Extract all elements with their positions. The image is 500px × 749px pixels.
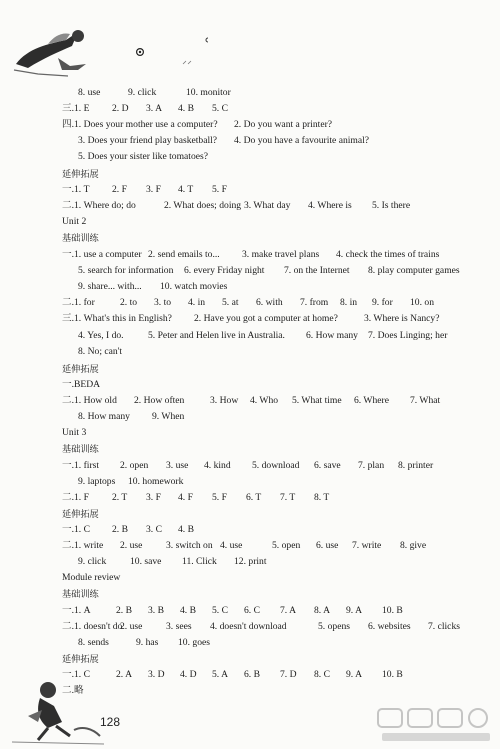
answer-item: 9. A xyxy=(346,669,362,680)
answer-item: 7. D xyxy=(280,669,297,680)
answer-item: 4. doesn't download xyxy=(210,621,287,632)
answer-item: 3. F xyxy=(146,184,161,195)
answer-item: 10. goes xyxy=(178,637,210,648)
answer-item: 10. B xyxy=(382,669,403,680)
answer-item: 2. send emails to... xyxy=(148,249,220,260)
answer-item: 10. B xyxy=(382,605,403,616)
answer-item: 4. T xyxy=(178,184,194,195)
answer-item: 5. F xyxy=(212,184,227,195)
answer-item: 7. What xyxy=(410,395,441,406)
answer-item: 3. How xyxy=(210,395,239,406)
answer-item: 基础训练 xyxy=(62,233,99,244)
answer-item: 7. plan xyxy=(358,460,385,471)
answer-item: 5. Is there xyxy=(372,200,411,211)
answer-item: 2. What does; doing xyxy=(164,200,242,211)
answer-item: 2. B xyxy=(112,524,128,535)
answer-item: 5. Does your sister like tomatoes? xyxy=(78,151,209,162)
answer-item: 3. What day xyxy=(244,200,291,211)
answer-item: 4. Where is xyxy=(308,200,352,211)
answer-item: 3. Does your friend play basketball? xyxy=(78,135,218,146)
answer-item: 延伸拓展 xyxy=(62,654,99,665)
answer-item: 6. with xyxy=(256,297,283,308)
answer-item: 3. B xyxy=(148,605,164,616)
answer-item: 4. B xyxy=(178,524,194,535)
answer-item: 延伸拓展 xyxy=(62,169,99,180)
header-illustration xyxy=(8,18,208,78)
answer-item: 9. click xyxy=(128,87,157,98)
answer-item: 3. to xyxy=(154,297,172,308)
answer-item: 8. in xyxy=(340,297,358,308)
answer-item: 二.1. Where do; do xyxy=(62,200,136,211)
answer-item: 6. websites xyxy=(368,621,411,632)
answer-item: 2. Have you got a computer at home? xyxy=(194,313,338,324)
answer-item: 一.1. first xyxy=(62,460,100,471)
answer-item: 7. Does Linging; her xyxy=(368,330,448,341)
answer-item: 10. monitor xyxy=(186,87,231,98)
answer-item: 3. Where is Nancy? xyxy=(364,313,440,324)
answer-item: 4. check the times of trains xyxy=(336,249,440,260)
answer-item: 2. Do you want a printer? xyxy=(234,119,333,130)
answer-item: 一.1. C xyxy=(62,669,90,680)
answer-item: 一.1. use a computer xyxy=(62,249,142,260)
answer-item: Unit 3 xyxy=(62,427,87,438)
answer-item: 4. F xyxy=(178,492,193,503)
answer-item: 4. B xyxy=(178,103,194,114)
answer-item: 8. T xyxy=(314,492,330,503)
answer-item: 4. use xyxy=(220,540,243,551)
answer-item: 3. C xyxy=(146,524,162,535)
answer-item: 5. opens xyxy=(318,621,350,632)
page-number: 128 xyxy=(100,715,121,729)
answer-item: 6. save xyxy=(314,460,341,471)
answer-item: 一.BEDA xyxy=(62,379,101,390)
answer-item: 5. Peter and Helen live in Australia. xyxy=(148,330,285,341)
answer-item: 4. B xyxy=(180,605,196,616)
answer-item: 6. Where xyxy=(354,395,389,406)
answer-item: 4. Do you have a favourite animal? xyxy=(234,135,370,146)
answer-item: 8. No; can't xyxy=(78,346,123,357)
answer-item: 5. F xyxy=(212,492,227,503)
answer-item: 7. on the Internet xyxy=(284,265,350,276)
answer-item: Module review xyxy=(62,572,121,583)
answer-item: 9. A xyxy=(346,605,362,616)
answer-item: 3. switch on xyxy=(166,540,213,551)
answer-item: 延伸拓展 xyxy=(62,509,99,520)
answer-item: 8. C xyxy=(314,669,330,680)
answer-item: 8. printer xyxy=(398,460,434,471)
answer-item: 4. kind xyxy=(204,460,231,471)
answer-item: 9. click xyxy=(78,556,107,567)
answer-item: 10. on xyxy=(410,297,434,308)
answer-item: 3. use xyxy=(166,460,189,471)
answer-item: 2. B xyxy=(116,605,132,616)
answer-item: 8. sends xyxy=(78,637,109,648)
answer-item: 3. sees xyxy=(166,621,192,632)
answer-item: 2. How often xyxy=(134,395,185,406)
answer-item: 8. give xyxy=(400,540,427,551)
answer-item: 一.1. T xyxy=(62,184,90,195)
answer-item: 11. Click xyxy=(182,556,217,567)
answer-item: 基础训练 xyxy=(62,589,99,600)
answer-item: 2. T xyxy=(112,492,128,503)
answer-item: 8. A xyxy=(314,605,330,616)
answer-item: 2. use xyxy=(120,540,143,551)
answer-item: 5. at xyxy=(222,297,239,308)
answer-item: 4. D xyxy=(180,669,197,680)
answer-item: 3. D xyxy=(148,669,165,680)
answer-item: 9. When xyxy=(152,411,185,422)
answer-item: 二.1. for xyxy=(62,297,95,308)
answer-item: 2. use xyxy=(120,621,143,632)
answer-item: 6. How many xyxy=(306,330,358,341)
answer-item: 基础训练 xyxy=(62,444,99,455)
answer-item: 10. watch movies xyxy=(160,281,228,292)
answer-item: 10. save xyxy=(130,556,162,567)
answer-item: 6. B xyxy=(244,669,260,680)
answer-item: 3. A xyxy=(146,103,162,114)
answer-item: 5. download xyxy=(252,460,300,471)
answer-item: 二.1. F xyxy=(62,492,89,503)
answer-item: 9. share... with... xyxy=(78,281,142,292)
answer-item: 2. A xyxy=(116,669,132,680)
answer-item: 三.1. E xyxy=(62,103,90,114)
answer-item: 10. homework xyxy=(128,476,184,487)
answer-item: 8. How many xyxy=(78,411,130,422)
answer-item: 7. T xyxy=(280,492,296,503)
answer-item: 5. A xyxy=(212,669,228,680)
answer-item: 9. for xyxy=(372,297,393,308)
answer-item: 3. make travel plans xyxy=(242,249,320,260)
answer-item: 2. open xyxy=(120,460,149,471)
answer-item: 5. What time xyxy=(292,395,342,406)
answer-item: 2. D xyxy=(112,103,129,114)
footer-illustration xyxy=(8,676,108,746)
answer-item: 4. Yes, I do. xyxy=(78,330,124,341)
answer-item: 5. open xyxy=(272,540,301,551)
answer-item: 9. laptops xyxy=(78,476,116,487)
answer-item: 7. A xyxy=(280,605,296,616)
answer-item: 8. play computer games xyxy=(368,265,460,276)
answer-item: 二.1. write xyxy=(62,540,104,551)
answer-item: 2. F xyxy=(112,184,127,195)
answer-item: 二.略 xyxy=(62,685,84,696)
answer-item: 四.1. Does your mother use a computer? xyxy=(62,119,218,130)
answer-item: 二.1. doesn't do xyxy=(62,621,123,632)
answer-item: 5. search for information xyxy=(78,265,174,276)
watermark-logo xyxy=(376,705,494,745)
answer-item: 一.1. A xyxy=(62,605,91,616)
answer-item: 4. in xyxy=(188,297,206,308)
answer-item: 6. T xyxy=(246,492,262,503)
answer-item: 三.1. What's this in English? xyxy=(62,313,172,324)
answer-item: 4. Who xyxy=(250,395,279,406)
answer-item: 7. clicks xyxy=(428,621,460,632)
answer-item: 延伸拓展 xyxy=(62,364,99,375)
answer-item: 6. use xyxy=(316,540,339,551)
answer-item: 一.1. C xyxy=(62,524,90,535)
answer-item: 5. C xyxy=(212,605,228,616)
answer-item: 3. F xyxy=(146,492,161,503)
answer-item: 二.1. How old xyxy=(62,395,117,406)
answer-item: 12. print xyxy=(234,556,267,567)
answer-item: 6. C xyxy=(244,605,260,616)
answer-item: 6. every Friday night xyxy=(184,265,265,276)
answer-item: Unit 2 xyxy=(62,216,87,227)
answer-item: 7. from xyxy=(300,297,329,308)
answer-item: 2. to xyxy=(120,297,138,308)
answer-item: 9. has xyxy=(136,637,159,648)
answer-item: 7. write xyxy=(352,540,382,551)
answer-item: 5. C xyxy=(212,103,228,114)
answer-item: 8. use xyxy=(78,87,101,98)
